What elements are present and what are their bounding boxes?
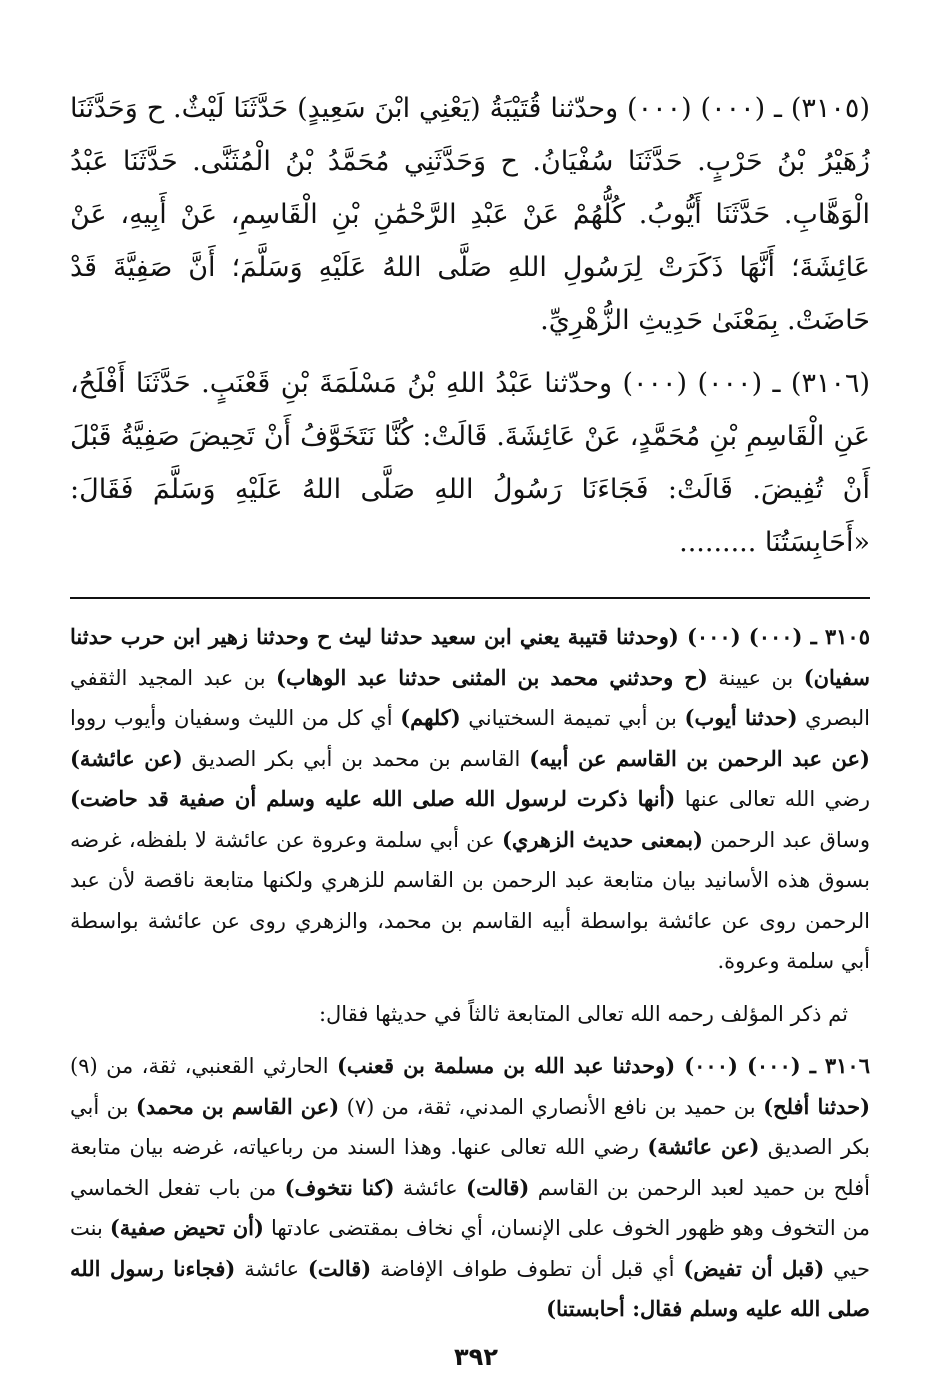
quoted-text: (ح وحدثني محمد بن المثنى حدثنا عبد الوهاب) [276,664,708,690]
commentary-text: القاسم بن محمد بن أبي بكر الصديق [182,746,530,771]
footnote-divider [70,597,870,599]
book-page [70,82,870,1339]
commentary-text: بن عبد المجيد الثقفي البصري [70,665,870,730]
commentary-text: رضي الله تعالى عنها. وهذا السند من رباعياته، غرضه بيان متابعة أفلح بن حميد لعبد الرحمن بن القاسم [70,1135,870,1200]
quoted-text: (قالت) [466,1174,530,1200]
quoted-text: (عن عبد الرحمن بن القاسم عن أبيه) [529,745,870,771]
commentary-text: بن أبي بكر الصديق [70,1094,870,1159]
commentary-text: وساق عبد الرحمن [702,827,871,852]
quoted-text: (قالت) [307,1255,372,1281]
quoted-text: (فجاءنا رسول الله صلى الله عليه وسلم فقال: أحابستنا) [70,1255,870,1321]
commentary-text: أي كل من الليث وسفيان وأيوب رووا [70,706,401,730]
quoted-text: (قبل أن تفيض) [683,1255,825,1281]
quoted-text: ٣١٠٥ ـ (٠٠٠) (٠٠٠) (وحدثنا قتيبة يعني ابن سعيد حدثنا ليث ح وحدثنا زهير ابن حرب حدثنا سفيان) [70,624,871,690]
quoted-text: ٣١٠٦ ـ (٠٠٠) (٠٠٠) (وحدثنا عبد الله بن مسلمة بن قعنب) [336,1053,870,1078]
quoted-text: (كنا نتخوف) [284,1174,395,1200]
quoted-text: (بمعنى حديث الزهري) [501,826,703,852]
quoted-text: (عن عائشة) [70,745,183,771]
commentary-section [70,617,870,1330]
page-number: ٣٩٢ [454,1343,498,1371]
commentary-text: بنت حيي [70,1216,870,1281]
commentary-text: أي قبل أن تطوف طواف الإفاضة [371,1256,684,1281]
commentary-text: عن أبي سلمة وعروة عن عائشة لا بلفظه، غرضه بسوق هذه الأسانيد بيان متابعة عبد الرحمن بن القاسم للزهري ولكنها متابعة ناقصة لأن عبد الرحمن روى عن عائشة بواسطة أبيه القاسم بن محمد، والزهري روى عن عائشة بواسطة أبي سلمة وعروة. [70,827,870,973]
quoted-text: (حدثنا أيوب) [684,705,798,730]
commentary-transition [70,994,870,1035]
quoted-text: (كلهم) [400,705,461,730]
commentary-text: بن حميد بن نافع الأنصاري المدني، ثقة، من (٧) [339,1094,764,1119]
quoted-text: (عن عائشة) [647,1134,760,1159]
commentary-3106 [70,1046,870,1330]
commentary-text: من باب تفعل الخماسي من التخوف وهو ظهور الخوف على الإنسان، أي نخاف بمقتضى عادتها [70,1175,870,1240]
commentary-text: رضي الله تعالى عنها [675,787,871,811]
commentary-text: ثم ذكر المؤلف رحمه الله تعالى المتابعة ثالثاً في حديثها فقال: [318,1001,848,1026]
quoted-text: (أن تحيض صفية) [109,1215,264,1240]
commentary-3105 [70,617,870,982]
hadith-3106: (٣١٠٦) ـ (٠٠٠) (٠٠٠) وحدّثنا عَبْدُ اللهِ بْنُ مَسْلَمَةَ بْنِ قَعْنَبٍ. حَدَّثَنَا أَفْلَحُ، عَنِ الْقَاسِمِ بْنِ مُحَمَّدٍ، عَنْ عَائِشَةَ. قَالَتْ: كُنَّا نَتَخَوَّفُ أَنْ تَحِيضَ صَفِيَّةُ قَبْلَ أَنْ تُفِيضَ. قَالَتْ: فَجَاءَنَا رَسُولُ اللهِ صَلَّى اللهُ عَلَيْهِ وَسَلَّمَ فَقَالَ: «أَحَابِسَتُنَا ......... [70,368,870,558]
quoted-text: (حدثنا أفلح) [763,1093,870,1119]
quoted-text: (عن القاسم بن محمد) [135,1093,340,1119]
hadith-text-section [70,82,870,569]
commentary-text: عائشة [235,1256,308,1281]
commentary-text: الحارثي القعنبي، ثقة، من (٩) [70,1054,337,1078]
quoted-text: (أنها ذكرت لرسول الله صلى الله عليه وسلم أن صفية قد حاضت) [70,786,676,811]
hadith-3105: (٣١٠٥) ـ (٠٠٠) (٠٠٠) وحدّثنا قُتَيْبَةُ (يَعْنِي ابْنَ سَعِيدٍ) حَدَّثَنَا لَيْثٌ. ح وَحَدَّثَنَا زُهَيْرُ بْنُ حَرْبٍ. حَدَّثَنَا سُفْيَانُ. ح وَحَدَّثَنِي مُحَمَّدُ بْنُ الْمُثَنَّى. حَدَّثَنَا عَبْدُ الْوَهَّابِ. حَدَّثَنَا أَيُّوبُ. كُلُّهُمْ عَنْ عَبْدِ الرَّحْمَٰنِ بْنِ الْقَاسِمِ، عَنْ أَبِيهِ، عَنْ عَائِشَةَ؛ أَنَّهَا ذَكَرَتْ لِرَسُولِ اللهِ صَلَّى اللهُ عَلَيْهِ وَسَلَّمَ؛ أَنَّ صَفِيَّةَ قَدْ حَاضَتْ. بِمَعْنَىٰ حَدِيثِ الزُّهْرِيِّ. [70,93,870,336]
commentary-text: بن أبي تميمة السختياني [460,706,685,730]
commentary-text: عائشة [394,1175,467,1200]
commentary-text: بن عيينة [707,665,804,690]
